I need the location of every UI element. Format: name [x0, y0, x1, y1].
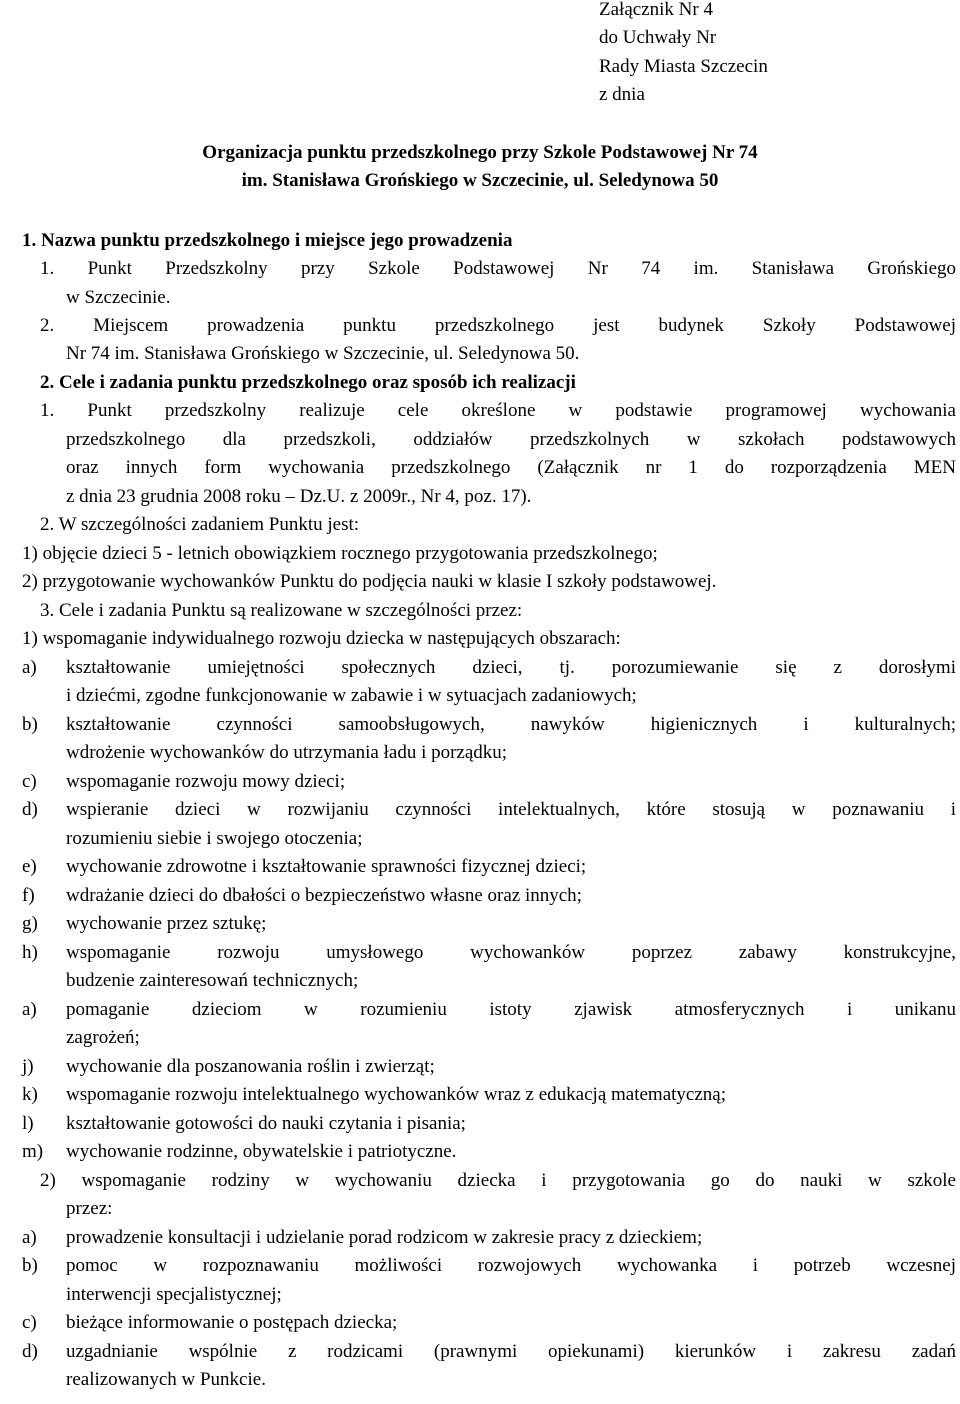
section2-p1-line4: z dnia 23 grudnia 2008 roku – Dz.U. z 2009r., Nr 4, poz. 17).: [66, 486, 532, 507]
list-item-label: f): [22, 885, 35, 906]
list-item-label: l): [22, 1113, 34, 1134]
list-item-text: wspomaganie rozwoju mowy dzieci;: [66, 771, 346, 792]
list-item-text: kształtowanie gotowości do nauki czytania i pisania;: [66, 1113, 466, 1134]
list-item-label: d): [22, 1341, 38, 1362]
section2-p2-item2: 2) przygotowanie wychowanków Punktu do podjęcia nauki w klasie I szkoły podstawowej.: [22, 571, 717, 592]
list-item-label: h): [22, 942, 38, 963]
resolution-date: z dnia: [599, 84, 645, 105]
list-item-label: a): [22, 657, 37, 678]
list-item-label: b): [22, 1255, 38, 1276]
section2-p2-item1: 1) objęcie dzieci 5 - letnich obowiązkiem rocznego przygotowania przedszkolnego;: [22, 543, 658, 564]
list-item-label: b): [22, 714, 38, 735]
section2-p1-line3: oraz innych form wychowania przedszkolnego (Załącznik nr 1 do rozporządzenia MEN: [66, 457, 956, 478]
list-item-continuation: i dziećmi, zgodne funkcjonowanie w zabawie i w sytuacjach zadaniowych;: [66, 685, 637, 706]
list-item-continuation: interwencji specjalistycznej;: [66, 1284, 282, 1305]
list-item-continuation: zagrożeń;: [66, 1027, 140, 1048]
list-item-label: d): [22, 799, 38, 820]
section1-item1-line2: w Szczecinie.: [66, 287, 171, 308]
list-item-continuation: realizowanych w Punkcie.: [66, 1369, 266, 1390]
list-item-text: wspieranie dzieci w rozwijaniu czynności intelektualnych, które stosują w poznawaniu i: [66, 799, 956, 820]
resolution-number: do Uchwały Nr: [599, 27, 717, 48]
list-item-text: wspomaganie rozwoju intelektualnego wychowanków wraz z edukacją matematyczną;: [66, 1084, 726, 1105]
list-item-text: bieżące informowanie o postępach dziecka;: [66, 1312, 398, 1333]
list-item-label: c): [22, 1312, 37, 1333]
list-item-label: e): [22, 856, 37, 877]
list-item-text: wychowanie zdrowotne i kształtowanie sprawności fizycznej dzieci;: [66, 856, 587, 877]
attachment-number: Załącznik Nr 4: [599, 0, 713, 20]
list-item-text: wspomaganie rozwoju umysłowego wychowanków poprzez zabawy konstrukcyjne,: [66, 942, 956, 963]
list-item-text: kształtowanie czynności samoobsługowych, nawyków higienicznych i kulturalnych;: [66, 714, 956, 735]
list-item-label: a): [22, 1227, 37, 1248]
list-item-text: wychowanie rodzinne, obywatelskie i patriotyczne.: [66, 1141, 457, 1162]
list-item-text: wdrażanie dzieci do dbałości o bezpieczeństwo własne oraz innych;: [66, 885, 582, 906]
section1-item2-line2: Nr 74 im. Stanisława Grońskiego w Szczecinie, ul. Seledynowa 50.: [66, 343, 580, 364]
list-item-text: pomaganie dzieciom w rozumieniu istoty zjawisk atmosferycznych i unikanu: [66, 999, 956, 1020]
section1-item1-line1: 1. Punkt Przedszkolny przy Szkole Podstawowej Nr 74 im. Stanisława Grońskiego: [40, 258, 956, 279]
document-title-line1: Organizacja punktu przedszkolnego przy Szkole Podstawowej Nr 74: [202, 142, 758, 163]
list-item-continuation: wdrożenie wychowanków do utrzymania ładu i porządku;: [66, 742, 508, 763]
list-item-label: a): [22, 999, 37, 1020]
section2-p3-item2-line2: przez:: [66, 1198, 113, 1219]
list-item-continuation: budzenie zainteresowań technicznych;: [66, 970, 359, 991]
list-item-text: prowadzenie konsultacji i udzielanie porad rodzicom w zakresie pracy z dzieckiem;: [66, 1227, 703, 1248]
section2-p2: 2. W szczególności zadaniem Punktu jest:: [40, 514, 360, 535]
section2-p1-line2: przedszkolnego dla przedszkoli, oddziałów przedszkolnych w szkołach podstawowych: [66, 429, 956, 450]
list-item-text: kształtowanie umiejętności społecznych dzieci, tj. porozumiewanie się z dorosłymi: [66, 657, 956, 678]
section1-heading: 1. Nazwa punktu przedszkolnego i miejsce jego prowadzenia: [22, 230, 513, 251]
section2-p3: 3. Cele i zadania Punktu są realizowane w szczególności przez:: [40, 600, 523, 621]
list-item-text: wychowanie przez sztukę;: [66, 913, 267, 934]
list-item-continuation: rozumieniu siebie i swojego otoczenia;: [66, 828, 363, 849]
list-item-text: wychowanie dla poszanowania roślin i zwierząt;: [66, 1056, 435, 1077]
section2-p3-item2-line1: 2) wspomaganie rodziny w wychowaniu dziecka i przygotowania go do nauki w szkole: [40, 1170, 956, 1191]
list-item-text: pomoc w rozpoznawaniu możliwości rozwojowych wychowanka i potrzeb wczesnej: [66, 1255, 956, 1276]
section1-item2-line1: 2. Miejscem prowadzenia punktu przedszkolnego jest budynek Szkoły Podstawowej: [40, 315, 956, 336]
section2-heading: 2. Cele i zadania punktu przedszkolnego oraz sposób ich realizacji: [40, 372, 576, 393]
section2-p3-item1: 1) wspomaganie indywidualnego rozwoju dziecka w następujących obszarach:: [22, 628, 621, 649]
list-item-label: m): [22, 1141, 44, 1162]
list-item-label: j): [22, 1056, 34, 1077]
council-name: Rady Miasta Szczecin: [599, 56, 768, 77]
list-item-label: c): [22, 771, 37, 792]
document-title-line2: im. Stanisława Grońskiego w Szczecinie, ul. Seledynowa 50: [241, 170, 719, 191]
list-item-label: g): [22, 913, 38, 934]
list-item-label: k): [22, 1084, 38, 1105]
list-item-text: uzgadnianie wspólnie z rodzicami (prawnymi opiekunami) kierunków i zakresu zadań: [66, 1341, 956, 1362]
section2-p1-line1: 1. Punkt przedszkolny realizuje cele określone w podstawie programowej wychowania: [40, 400, 956, 421]
